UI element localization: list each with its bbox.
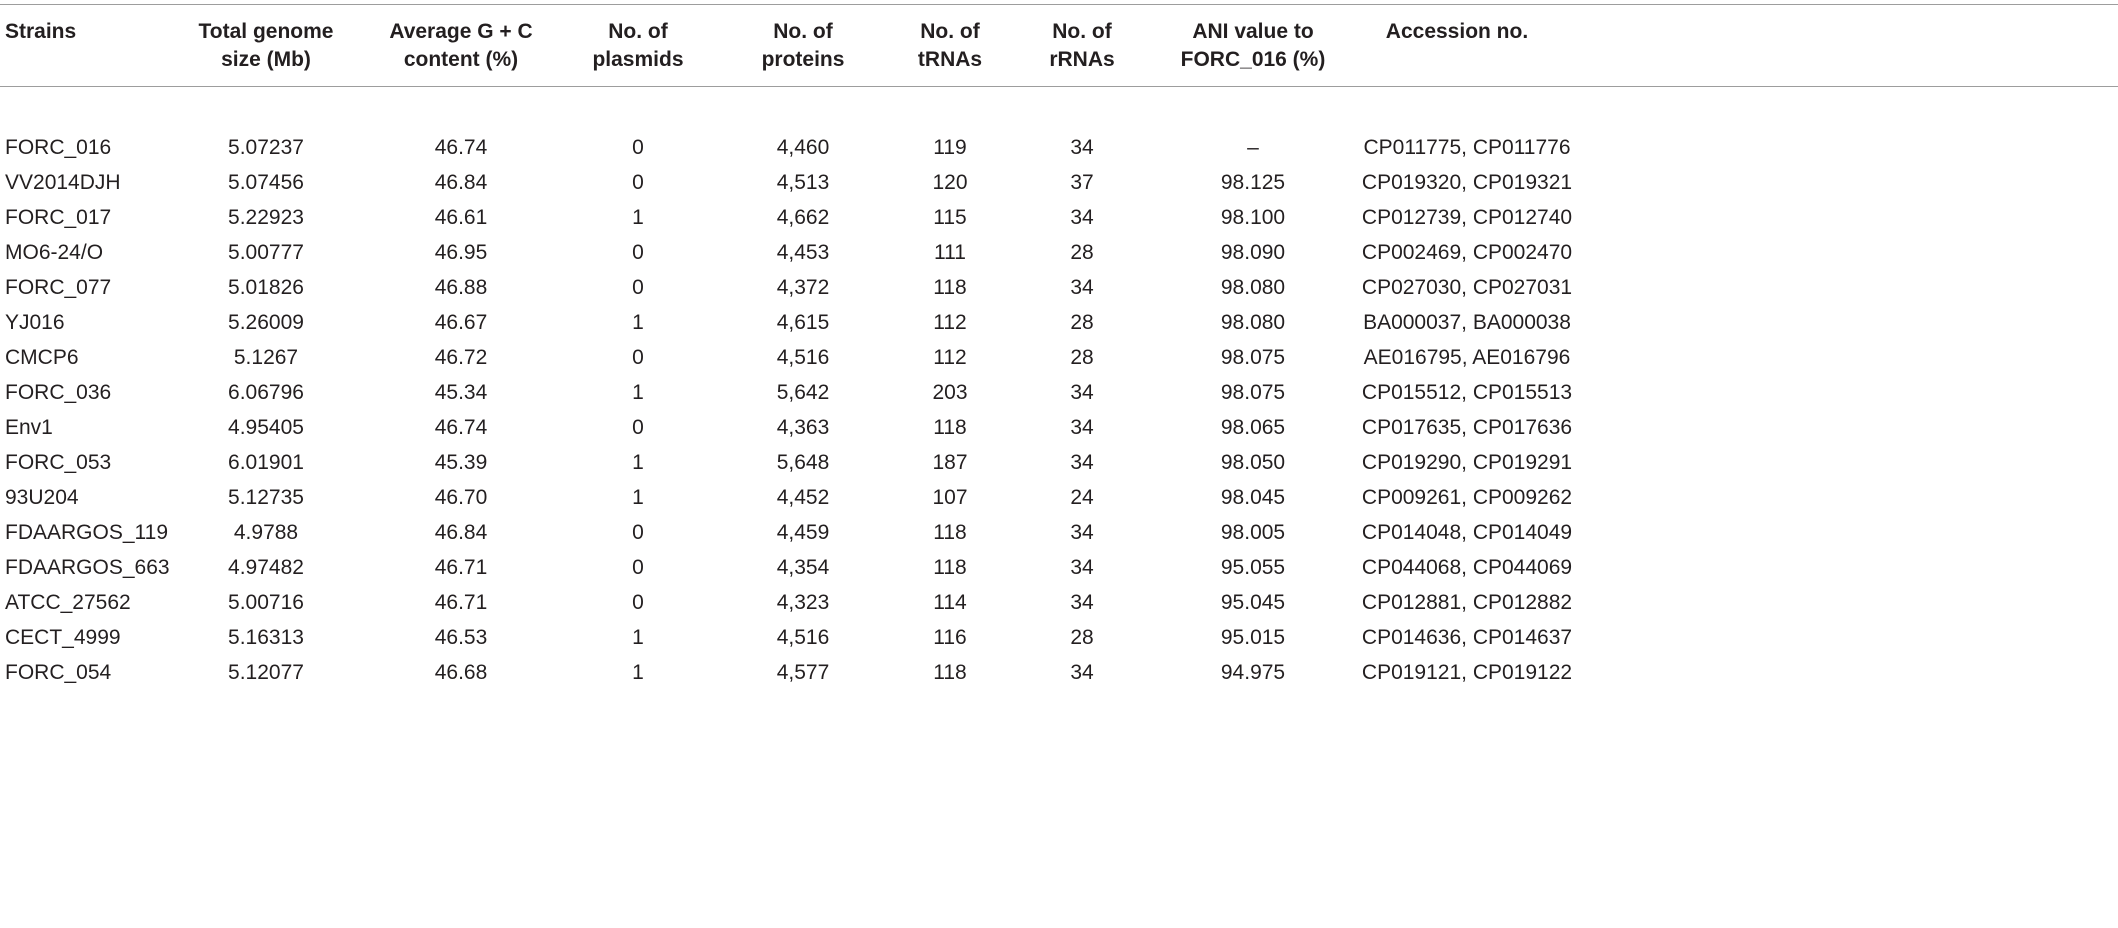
table-row bbox=[0, 130, 2118, 165]
cell-strain: CMCP6 bbox=[5, 346, 79, 369]
cell-strain: ATCC_27562 bbox=[5, 591, 131, 614]
cell-proteins: 5,648 bbox=[776, 451, 830, 474]
cell-rrnas: 37 bbox=[1070, 171, 1094, 194]
cell-rrnas: 28 bbox=[1070, 346, 1094, 369]
table-body bbox=[0, 130, 2118, 690]
cell-accession: CP019290, CP019291 bbox=[1361, 451, 1573, 474]
cell-trnas: 118 bbox=[933, 661, 967, 684]
cell-ani-value: 98.065 bbox=[1220, 416, 1286, 439]
cell-trnas: 120 bbox=[932, 171, 968, 194]
cell-plasmids: 0 bbox=[632, 416, 644, 439]
cell-strain: Env1 bbox=[5, 416, 53, 439]
cell-accession: CP014636, CP014637 bbox=[1361, 626, 1573, 649]
cell-genome-size: 5.00777 bbox=[228, 241, 304, 264]
cell-trnas: 107 bbox=[932, 486, 968, 509]
cell-proteins: 4,516 bbox=[776, 346, 830, 369]
cell-accession: CP014048, CP014049 bbox=[1361, 521, 1573, 544]
cell-proteins: 4,372 bbox=[776, 276, 830, 299]
cell-trnas: 114 bbox=[933, 591, 967, 614]
cell-plasmids: 1 bbox=[632, 486, 644, 509]
cell-rrnas: 34 bbox=[1070, 661, 1094, 684]
cell-genome-size: 4.9788 bbox=[233, 521, 299, 544]
cell-plasmids: 0 bbox=[632, 591, 644, 614]
cell-trnas: 187 bbox=[932, 451, 968, 474]
cell-gc-content: 46.67 bbox=[434, 311, 488, 334]
cell-proteins: 4,460 bbox=[776, 136, 830, 159]
cell-plasmids: 1 bbox=[632, 661, 644, 684]
table-header-row bbox=[0, 18, 2118, 78]
cell-trnas: 118 bbox=[933, 556, 967, 579]
cell-genome-size: 5.26009 bbox=[228, 311, 304, 334]
cell-proteins: 4,577 bbox=[776, 661, 830, 684]
cell-plasmids: 1 bbox=[632, 311, 644, 334]
cell-genome-size: 4.95405 bbox=[228, 416, 304, 439]
cell-genome-size: 5.01826 bbox=[228, 276, 304, 299]
cell-proteins: 4,513 bbox=[776, 171, 830, 194]
cell-accession: CP002469, CP002470 bbox=[1361, 241, 1573, 264]
cell-gc-content: 46.88 bbox=[434, 276, 488, 299]
cell-plasmids: 0 bbox=[632, 276, 644, 299]
cell-gc-content: 46.70 bbox=[434, 486, 488, 509]
cell-accession: BA000037, BA000038 bbox=[1363, 311, 1571, 334]
table-header-rule bbox=[0, 86, 2118, 87]
cell-strain: CECT_4999 bbox=[5, 626, 121, 649]
header-accession: Accession no. bbox=[1385, 20, 1529, 43]
cell-proteins: 4,662 bbox=[776, 206, 830, 229]
cell-proteins: 5,642 bbox=[776, 381, 830, 404]
table-row bbox=[0, 200, 2118, 235]
cell-proteins: 4,452 bbox=[776, 486, 830, 509]
cell-ani-value: 98.075 bbox=[1220, 346, 1286, 369]
cell-gc-content: 46.61 bbox=[434, 206, 488, 229]
cell-accession: CP015512, CP015513 bbox=[1361, 381, 1573, 404]
cell-strain: FORC_036 bbox=[5, 381, 112, 404]
cell-gc-content: 46.84 bbox=[434, 521, 488, 544]
cell-accession: CP012881, CP012882 bbox=[1361, 591, 1573, 614]
cell-ani-value: 95.015 bbox=[1220, 626, 1286, 649]
cell-strain: FORC_077 bbox=[5, 276, 112, 299]
cell-genome-size: 5.1267 bbox=[233, 346, 299, 369]
cell-strain: VV2014DJH bbox=[5, 171, 121, 194]
table-row bbox=[0, 165, 2118, 200]
cell-trnas: 116 bbox=[933, 626, 967, 649]
cell-gc-content: 46.84 bbox=[434, 171, 488, 194]
cell-genome-size: 5.00716 bbox=[228, 591, 304, 614]
cell-proteins: 4,459 bbox=[776, 521, 830, 544]
cell-trnas: 112 bbox=[933, 346, 967, 369]
cell-strain: FORC_053 bbox=[5, 451, 112, 474]
cell-plasmids: 1 bbox=[632, 451, 644, 474]
cell-gc-content: 45.39 bbox=[434, 451, 488, 474]
table-row bbox=[0, 585, 2118, 620]
cell-accession: CP019121, CP019122 bbox=[1361, 661, 1573, 684]
cell-rrnas: 28 bbox=[1070, 241, 1094, 264]
header-ani-value: ANI value to FORC_016 (%) bbox=[1180, 20, 1326, 71]
table-row bbox=[0, 340, 2118, 375]
cell-gc-content: 45.34 bbox=[434, 381, 488, 404]
cell-plasmids: 0 bbox=[632, 521, 644, 544]
cell-gc-content: 46.95 bbox=[434, 241, 488, 264]
table-row bbox=[0, 620, 2118, 655]
cell-strain: YJ016 bbox=[5, 311, 65, 334]
table-row bbox=[0, 445, 2118, 480]
cell-gc-content: 46.71 bbox=[434, 591, 488, 614]
cell-genome-size: 5.12735 bbox=[228, 486, 304, 509]
cell-ani-value: 98.050 bbox=[1220, 451, 1286, 474]
header-rrnas: No. of rRNAs bbox=[1049, 20, 1115, 71]
cell-accession: CP019320, CP019321 bbox=[1361, 171, 1573, 194]
cell-proteins: 4,615 bbox=[776, 311, 830, 334]
cell-ani-value: 98.090 bbox=[1220, 241, 1286, 264]
cell-rrnas: 34 bbox=[1070, 416, 1094, 439]
table-row bbox=[0, 655, 2118, 690]
cell-rrnas: 28 bbox=[1070, 626, 1094, 649]
cell-ani-value: 98.005 bbox=[1220, 521, 1286, 544]
cell-trnas: 119 bbox=[933, 136, 967, 159]
cell-plasmids: 0 bbox=[632, 241, 644, 264]
cell-strain: FDAARGOS_119 bbox=[5, 521, 169, 544]
cell-accession: AE016795, AE016796 bbox=[1363, 346, 1571, 369]
cell-proteins: 4,354 bbox=[776, 556, 830, 579]
cell-rrnas: 34 bbox=[1070, 136, 1094, 159]
cell-genome-size: 5.07456 bbox=[228, 171, 304, 194]
table-row bbox=[0, 410, 2118, 445]
cell-ani-value: 98.080 bbox=[1220, 311, 1286, 334]
cell-rrnas: 34 bbox=[1070, 206, 1094, 229]
cell-rrnas: 28 bbox=[1070, 311, 1094, 334]
cell-accession: CP044068, CP044069 bbox=[1361, 556, 1573, 579]
cell-ani-value: 98.100 bbox=[1220, 206, 1286, 229]
table-row bbox=[0, 480, 2118, 515]
cell-genome-size: 6.01901 bbox=[228, 451, 304, 474]
cell-trnas: 118 bbox=[933, 416, 967, 439]
cell-rrnas: 34 bbox=[1070, 521, 1094, 544]
cell-rrnas: 34 bbox=[1070, 276, 1094, 299]
cell-trnas: 115 bbox=[933, 206, 967, 229]
cell-gc-content: 46.74 bbox=[434, 416, 488, 439]
cell-ani-value: 98.045 bbox=[1220, 486, 1286, 509]
cell-genome-size: 6.06796 bbox=[228, 381, 304, 404]
cell-plasmids: 1 bbox=[632, 626, 644, 649]
cell-genome-size: 5.07237 bbox=[228, 136, 304, 159]
table-row bbox=[0, 515, 2118, 550]
table-row bbox=[0, 375, 2118, 410]
cell-genome-size: 5.16313 bbox=[228, 626, 304, 649]
cell-strain: FORC_017 bbox=[5, 206, 112, 229]
cell-gc-content: 46.53 bbox=[434, 626, 488, 649]
cell-trnas: 112 bbox=[933, 311, 967, 334]
cell-rrnas: 24 bbox=[1070, 486, 1094, 509]
cell-strain: MO6-24/O bbox=[5, 241, 104, 264]
cell-accession: CP011775, CP011776 bbox=[1363, 136, 1571, 159]
cell-rrnas: 34 bbox=[1070, 556, 1094, 579]
cell-ani-value: 98.075 bbox=[1220, 381, 1286, 404]
cell-gc-content: 46.68 bbox=[434, 661, 488, 684]
cell-ani-value: – bbox=[1247, 136, 1259, 159]
cell-gc-content: 46.72 bbox=[434, 346, 488, 369]
cell-plasmids: 0 bbox=[632, 556, 644, 579]
cell-trnas: 111 bbox=[934, 241, 966, 264]
cell-plasmids: 0 bbox=[632, 346, 644, 369]
header-strains: Strains bbox=[5, 20, 77, 43]
table-row bbox=[0, 270, 2118, 305]
cell-rrnas: 34 bbox=[1070, 381, 1094, 404]
cell-plasmids: 0 bbox=[632, 171, 644, 194]
table-row bbox=[0, 235, 2118, 270]
cell-plasmids: 1 bbox=[632, 381, 644, 404]
cell-genome-size: 5.22923 bbox=[228, 206, 304, 229]
cell-strain: FDAARGOS_663 bbox=[5, 556, 170, 579]
cell-plasmids: 0 bbox=[632, 136, 644, 159]
cell-trnas: 203 bbox=[932, 381, 968, 404]
cell-rrnas: 34 bbox=[1070, 451, 1094, 474]
cell-ani-value: 94.975 bbox=[1220, 661, 1286, 684]
cell-rrnas: 34 bbox=[1070, 591, 1094, 614]
cell-accession: CP009261, CP009262 bbox=[1361, 486, 1573, 509]
header-genome-size: Total genome size (Mb) bbox=[198, 20, 334, 71]
cell-accession: CP012739, CP012740 bbox=[1361, 206, 1573, 229]
cell-proteins: 4,363 bbox=[776, 416, 830, 439]
cell-ani-value: 98.080 bbox=[1220, 276, 1286, 299]
header-trnas: No. of tRNAs bbox=[917, 20, 983, 71]
cell-trnas: 118 bbox=[933, 276, 967, 299]
table-row bbox=[0, 550, 2118, 585]
table-row bbox=[0, 305, 2118, 340]
header-proteins: No. of proteins bbox=[761, 20, 845, 71]
cell-strain: FORC_054 bbox=[5, 661, 112, 684]
header-gc-content: Average G + C content (%) bbox=[389, 20, 533, 71]
cell-proteins: 4,453 bbox=[776, 241, 830, 264]
cell-gc-content: 46.71 bbox=[434, 556, 488, 579]
cell-strain: FORC_016 bbox=[5, 136, 112, 159]
cell-ani-value: 95.055 bbox=[1220, 556, 1286, 579]
cell-ani-value: 95.045 bbox=[1220, 591, 1286, 614]
table-top-rule bbox=[0, 4, 2118, 5]
header-plasmids: No. of plasmids bbox=[592, 20, 684, 71]
cell-genome-size: 5.12077 bbox=[228, 661, 304, 684]
cell-ani-value: 98.125 bbox=[1220, 171, 1286, 194]
cell-accession: CP027030, CP027031 bbox=[1361, 276, 1573, 299]
cell-plasmids: 1 bbox=[632, 206, 644, 229]
cell-gc-content: 46.74 bbox=[434, 136, 488, 159]
cell-strain: 93U204 bbox=[5, 486, 79, 509]
cell-proteins: 4,516 bbox=[776, 626, 830, 649]
cell-accession: CP017635, CP017636 bbox=[1361, 416, 1573, 439]
cell-trnas: 118 bbox=[933, 521, 967, 544]
cell-proteins: 4,323 bbox=[776, 591, 830, 614]
cell-genome-size: 4.97482 bbox=[228, 556, 304, 579]
